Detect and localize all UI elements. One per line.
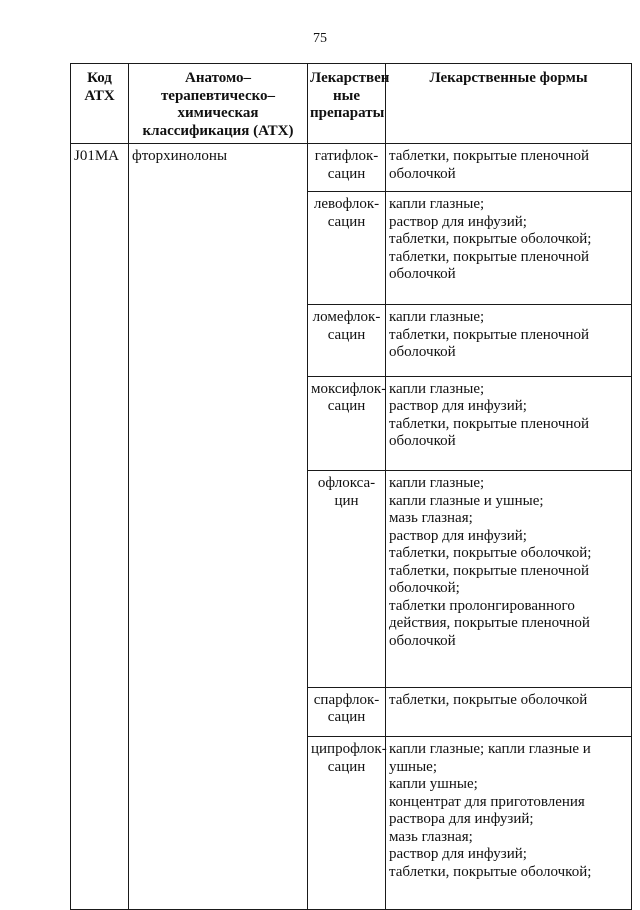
dosage-form-line: таблетки, покрытые пленочной bbox=[389, 248, 590, 265]
header-classification bbox=[129, 64, 308, 144]
header-text: классификация (АТХ) bbox=[142, 122, 294, 139]
header-text: Лекарствен bbox=[310, 70, 390, 86]
drug-name-line: левофлок- bbox=[313, 196, 380, 213]
header-text: препараты bbox=[310, 105, 385, 121]
dosage-form-line: раствор для инфузий; bbox=[389, 213, 527, 230]
dosage-form-line: капли глазные; bbox=[389, 309, 485, 326]
drug-name-line: сацин bbox=[327, 398, 366, 415]
drug-name-cell bbox=[308, 144, 386, 192]
page-number: 75 bbox=[313, 31, 327, 46]
table-row bbox=[71, 144, 632, 192]
header-drugs bbox=[308, 64, 390, 144]
dosage-form-line: таблетки, покрытые оболочкой; bbox=[389, 231, 592, 248]
dosage-form-line: оболочкой bbox=[389, 165, 456, 182]
drug-name-line: офлокса- bbox=[317, 475, 376, 492]
dosage-form-line: оболочкой bbox=[389, 266, 456, 283]
header-text: химическая bbox=[177, 105, 259, 121]
drug-name-cell bbox=[308, 737, 386, 910]
header-text: АТХ bbox=[84, 87, 115, 104]
dosage-forms-cell bbox=[386, 144, 632, 192]
dosage-form-line: таблетки, покрытые оболочкой bbox=[389, 691, 588, 708]
dosage-forms-cell bbox=[386, 737, 632, 910]
dosage-forms-cell bbox=[386, 471, 632, 688]
dosage-form-line: капли глазные; bbox=[389, 196, 485, 213]
drug-name-line: ломефлок- bbox=[312, 309, 381, 326]
dosage-form-line: действия, покрытые пленочной bbox=[389, 615, 590, 632]
drug-name-line: гатифлок- bbox=[314, 148, 379, 164]
dosage-form-line: оболочкой bbox=[389, 632, 456, 649]
drug-name-cell bbox=[308, 305, 386, 376]
dosage-form-line: оболочкой bbox=[389, 344, 456, 361]
header-text: терапевтическо– bbox=[160, 87, 276, 104]
dosage-forms-cell bbox=[386, 687, 632, 737]
dosage-form-line: таблетки, покрытые оболочкой; bbox=[389, 863, 592, 880]
dosage-form-line: таблетки пролонгированного bbox=[389, 597, 575, 614]
drug-name-line: моксифлок- bbox=[311, 380, 387, 397]
header-text: Код bbox=[87, 70, 112, 86]
drug-name-line: сацин bbox=[327, 709, 366, 726]
dosage-form-line: таблетки, покрытые пленочной bbox=[389, 326, 590, 343]
dosage-form-line: ушные; bbox=[389, 758, 437, 775]
dosage-forms-cell bbox=[386, 192, 632, 305]
dosage-form-line: таблетки, покрытые пленочной bbox=[389, 562, 590, 579]
dosage-forms-cell bbox=[386, 376, 632, 470]
drug-name-line: цин bbox=[334, 492, 359, 509]
atx-drug-table bbox=[70, 63, 632, 910]
header-text: ные bbox=[332, 87, 360, 104]
drug-name-line: сацин bbox=[327, 326, 366, 343]
dosage-form-line: капли глазные; bbox=[389, 475, 485, 492]
drug-name-cell bbox=[308, 192, 386, 305]
dosage-form-line: таблетки, покрытые оболочкой; bbox=[389, 545, 592, 562]
header-text: Лекарственные формы bbox=[429, 70, 588, 86]
dosage-form-line: мазь глазная; bbox=[389, 510, 473, 527]
drug-name-line: сацин bbox=[327, 213, 366, 230]
dosage-forms-cell bbox=[386, 305, 632, 376]
header-forms bbox=[386, 64, 632, 144]
table-header-row bbox=[71, 64, 632, 144]
dosage-form-line: капли ушные; bbox=[389, 776, 478, 793]
dosage-form-line: раствор для инфузий; bbox=[389, 527, 527, 544]
drug-name-line: ципрофлок- bbox=[311, 741, 387, 758]
atx-classification-cell: фторхинолоны bbox=[129, 144, 308, 910]
dosage-form-line: раствор для инфузий; bbox=[389, 846, 527, 863]
drug-name-cell bbox=[308, 376, 386, 470]
dosage-form-line: оболочкой bbox=[389, 433, 456, 450]
dosage-form-line: раствор для инфузий; bbox=[389, 398, 527, 415]
drug-name-line: сацин bbox=[327, 758, 366, 775]
dosage-form-line: таблетки, покрытые пленочной bbox=[389, 148, 590, 164]
dosage-form-line: капли глазные и ушные; bbox=[389, 492, 544, 509]
dosage-form-line: таблетки, покрытые пленочной bbox=[389, 415, 590, 432]
drug-name-cell bbox=[308, 471, 386, 688]
drug-name-cell bbox=[308, 687, 386, 737]
dosage-form-line: оболочкой; bbox=[389, 580, 460, 597]
drug-name-line: спарфлок- bbox=[313, 691, 380, 708]
drug-name-line: сацин bbox=[327, 165, 366, 182]
dosage-form-line: концентрат для приготовления bbox=[389, 793, 585, 810]
dosage-form-line: капли глазные; капли глазные и bbox=[389, 741, 591, 758]
dosage-form-line: раствора для инфузий; bbox=[389, 811, 534, 828]
header-code bbox=[71, 64, 129, 144]
dosage-form-line: капли глазные; bbox=[389, 380, 485, 397]
dosage-form-line: мазь глазная; bbox=[389, 828, 473, 845]
atx-code-cell: J01MA bbox=[71, 144, 129, 910]
header-text: Анатомо– bbox=[185, 70, 251, 86]
